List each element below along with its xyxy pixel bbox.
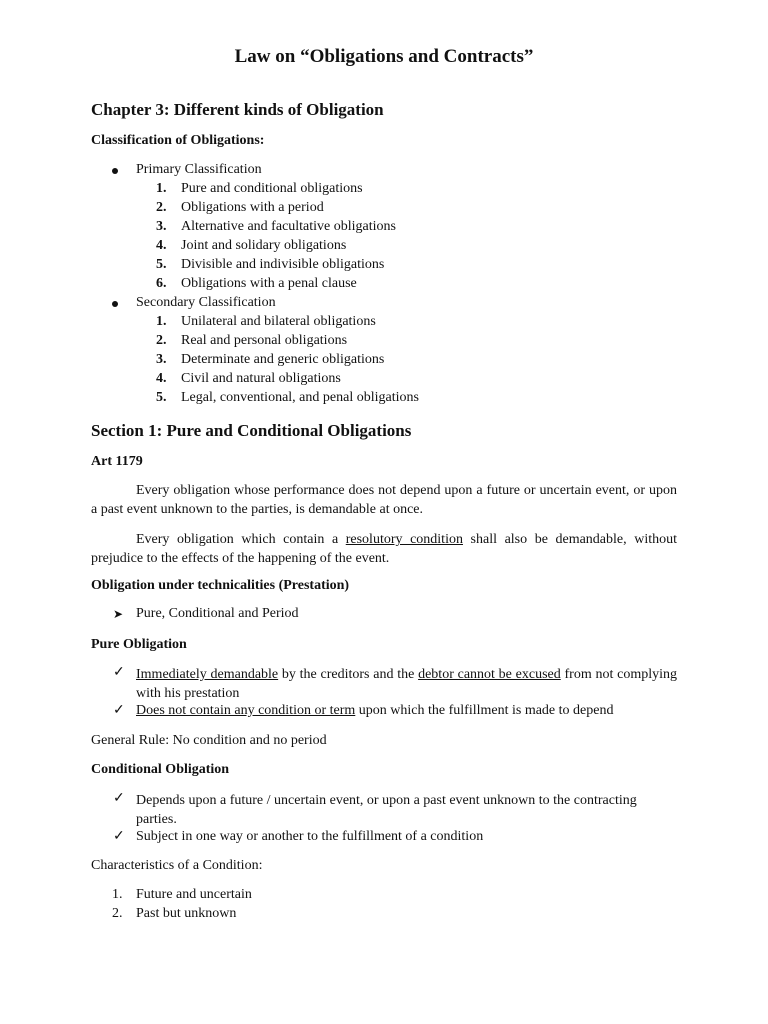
pure-item-2	[136, 703, 613, 719]
checkmark-icon: ✓	[113, 703, 125, 718]
pure-obligation-heading: Pure Obligation	[91, 637, 187, 652]
list-item: Past but unknown	[136, 906, 237, 921]
chapter-heading: Chapter 3: Different kinds of Obligation	[91, 100, 384, 119]
list-item: Determinate and generic obligations	[181, 352, 385, 367]
conditional-item-2: Subject in one way or another to the fulfillment of a condition	[136, 829, 484, 844]
list-item: Legal, conventional, and penal obligations	[181, 390, 419, 405]
list-item: Obligations with a penal clause	[181, 276, 357, 291]
list-number: 1.	[156, 314, 167, 329]
list-item: Joint and solidary obligations	[181, 238, 347, 253]
list-item: Future and uncertain	[136, 887, 252, 902]
primary-classification-label: Primary Classification	[136, 162, 262, 177]
list-number: 2.	[156, 200, 167, 215]
document-title: Law on “Obligations and Contracts”	[234, 46, 534, 67]
list-number: 4.	[156, 238, 167, 253]
list-number: 2.	[156, 333, 167, 348]
list-item: Alternative and facultative obligations	[181, 219, 396, 234]
article-paragraph-2	[91, 530, 677, 568]
underlined-term: Does not contain any condition or term	[136, 703, 356, 718]
list-item: Real and personal obligations	[181, 333, 348, 348]
list-number: 1.	[156, 181, 167, 196]
list-item: Pure and conditional obligations	[181, 181, 363, 196]
underlined-term: debtor cannot be excused	[418, 667, 561, 682]
prestation-item: Pure, Conditional and Period	[136, 606, 299, 621]
list-item: Obligations with a period	[181, 200, 324, 215]
text-segment: shall also be demandable, without prejudice to the effects of the happening of the event.	[91, 532, 677, 566]
bullet-dot-icon	[112, 301, 118, 307]
article-paragraph-1	[91, 481, 677, 519]
prestation-heading: Obligation under technicalities (Prestation)	[91, 578, 350, 593]
article-paragraph-2-text	[91, 530, 677, 568]
general-rule: General Rule: No condition and no period	[91, 733, 327, 748]
list-item: Divisible and indivisible obligations	[181, 257, 385, 272]
checkmark-icon: ✓	[113, 791, 125, 806]
text-segment: from not complying with his prestation	[136, 667, 678, 701]
list-item: Unilateral and bilateral obligations	[181, 314, 376, 329]
list-number: 3.	[156, 352, 167, 367]
list-number: 5.	[156, 390, 167, 405]
list-number: 4.	[156, 371, 167, 386]
checkmark-icon: ✓	[113, 829, 125, 844]
list-number: 6.	[156, 276, 167, 291]
conditional-obligation-heading: Conditional Obligation	[91, 762, 230, 777]
pure-item-1	[136, 665, 677, 703]
list-item: Civil and natural obligations	[181, 371, 341, 386]
secondary-classification-label: Secondary Classification	[136, 295, 276, 310]
underlined-term: resolutory condition	[345, 532, 463, 547]
article-paragraph-1-text: Every obligation whose performance does not depend upon a future or uncertain event, or upon a past event unknown to the parties, is demandable at once.	[91, 483, 677, 517]
text-segment: upon which the fulfillment is made to depend	[355, 703, 614, 718]
list-number: 3.	[156, 219, 167, 234]
section-heading: Section 1: Pure and Conditional Obligations	[91, 421, 412, 440]
list-number: 1.	[112, 887, 123, 902]
checkmark-icon: ✓	[113, 665, 125, 680]
list-number: 5.	[156, 257, 167, 272]
bullet-dot-icon	[112, 168, 118, 174]
text-segment: by the creditors and the	[278, 667, 419, 682]
article-heading: Art 1179	[91, 454, 143, 469]
underlined-term: Immediately demandable	[136, 667, 279, 682]
list-number: 2.	[112, 906, 123, 921]
text-segment: Every obligation which contain a	[136, 532, 346, 547]
conditional-item-1: Depends upon a future / uncertain event, or upon a past event unknown to the contracting parties.	[136, 793, 637, 827]
classification-heading: Classification of Obligations:	[91, 133, 265, 148]
arrowhead-icon: ➤	[113, 607, 124, 621]
characteristics-heading: Characteristics of a Condition:	[91, 858, 263, 873]
